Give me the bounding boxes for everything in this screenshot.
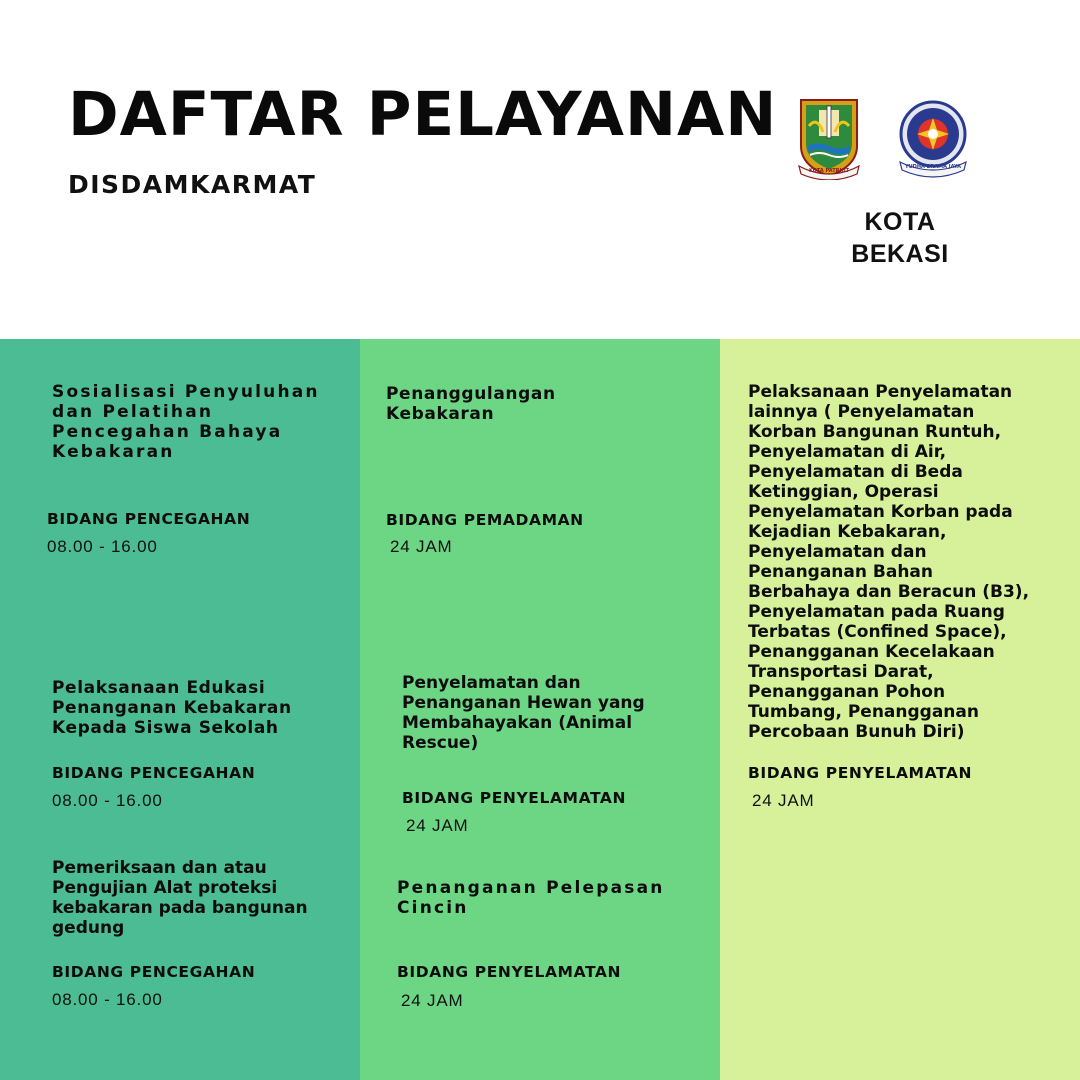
service-title: Penyelamatan dan Penanganan Hewan yang Membahayakan (Animal Rescue) (402, 673, 645, 753)
page-subtitle: DISDAMKARMAT (68, 170, 317, 199)
service-department: BIDANG PENYELAMATAN (402, 789, 627, 807)
service-hours: 08.00 - 16.00 (52, 990, 163, 1009)
service-hours: 08.00 - 16.00 (47, 537, 158, 556)
city-name (800, 206, 1000, 270)
service-department: BIDANG PENCEGAHAN (52, 764, 256, 782)
service-title: Penanganan Pelepasan Cincin (397, 878, 665, 918)
page-title: DAFTAR PELAYANAN (68, 79, 778, 150)
service-title: Sosialisasi Penyuluhan dan Pelatihan Pencegahan Bahaya Kebakaran (52, 382, 320, 462)
service-title: Pemeriksaan dan atau Pengujian Alat proteksi kebakaran pada bangunan gedung (52, 858, 308, 938)
service-title: Pelaksanaan Penyelamatan lainnya ( Penyelamatan Korban Bangunan Runtuh, Penyelamatan di Air, Penyelamatan di Beda Ketinggian, Operasi Penyelamatan Korban pada Kejadian Kebakaran, Penyelamatan dan Penanganan Bahan Berbahaya dan Beracun (B3), Penyelamatan pada Ruang Terbatas (Confined Space), Penangganan Kecelakaan Transportasi Darat, Penangganan Pohon Tumbang, Penangganan Percobaan Bunuh Diri) (748, 382, 1030, 742)
logo-left-caption: KOTA PATRIOT (808, 168, 849, 174)
logo-right-caption: YUDHA BRAMA JAYA (904, 164, 961, 170)
service-title: Pelaksanaan Edukasi Penanganan Kebakaran Kepada Siswa Sekolah (52, 678, 292, 738)
service-hours: 24 JAM (406, 816, 469, 835)
service-department: BIDANG PEMADAMAN (386, 511, 584, 529)
city-line-2: BEKASI (851, 240, 949, 268)
service-department: BIDANG PENCEGAHAN (47, 510, 251, 528)
city-line-1: KOTA (864, 208, 936, 236)
service-hours: 08.00 - 16.00 (52, 791, 163, 810)
service-department: BIDANG PENYELAMATAN (748, 764, 973, 782)
service-department: BIDANG PENCEGAHAN (52, 963, 256, 981)
service-hours: 24 JAM (752, 791, 815, 810)
service-title: Penanggulangan Kebakaran (386, 384, 556, 424)
service-hours: 24 JAM (390, 537, 453, 556)
service-hours: 24 JAM (401, 991, 464, 1010)
service-department: BIDANG PENYELAMATAN (397, 963, 622, 981)
